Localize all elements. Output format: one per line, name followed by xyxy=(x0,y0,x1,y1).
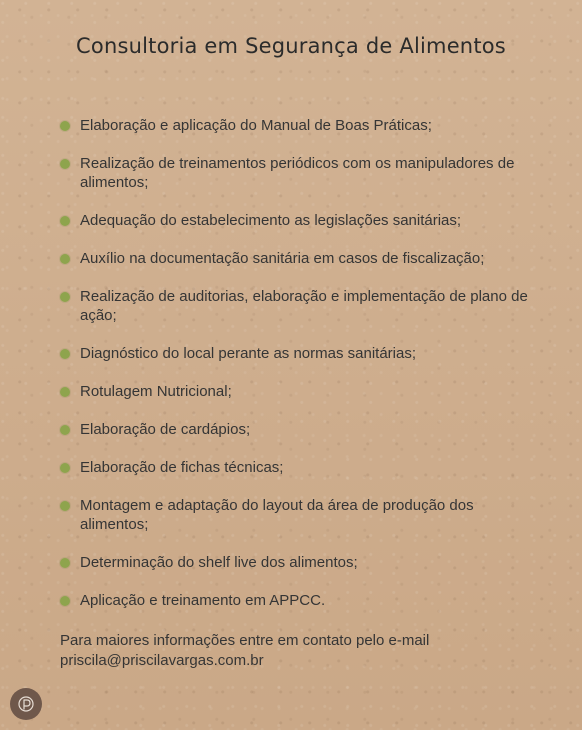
green-dot-icon xyxy=(60,254,70,264)
services-list xyxy=(60,116,530,629)
service-text: Adequação do estabelecimento as legislações sanitárias; xyxy=(80,212,462,229)
green-dot-icon xyxy=(60,292,70,302)
service-item xyxy=(60,553,530,572)
green-dot-icon xyxy=(60,159,70,169)
contact-block xyxy=(60,631,530,671)
service-item xyxy=(60,344,530,363)
service-text: Montagem e adaptação do layout da área de produção dos alimentos; xyxy=(80,497,474,533)
service-item xyxy=(60,382,530,401)
service-item xyxy=(60,496,530,534)
green-dot-icon xyxy=(60,596,70,606)
p-logo-icon xyxy=(10,688,42,720)
service-text: Aplicação e treinamento em APPCC. xyxy=(80,592,326,609)
green-dot-icon xyxy=(60,463,70,473)
service-item xyxy=(60,287,530,325)
service-text: Determinação do shelf live dos alimentos; xyxy=(80,554,358,571)
service-item xyxy=(60,420,530,439)
service-item xyxy=(60,591,530,610)
service-text: Realização de auditorias, elaboração e implementação de plano de ação; xyxy=(80,288,528,324)
page-title: Consultoria em Segurança de Alimentos xyxy=(76,34,506,58)
service-item xyxy=(60,116,530,135)
green-dot-icon xyxy=(60,216,70,226)
green-dot-icon xyxy=(60,558,70,568)
service-text: Diagnóstico do local perante as normas sanitárias; xyxy=(80,345,417,362)
service-item xyxy=(60,458,530,477)
green-dot-icon xyxy=(60,387,70,397)
service-item xyxy=(60,249,530,268)
service-text: Realização de treinamentos periódicos com os manipuladores de alimentos; xyxy=(80,155,515,191)
contact-email: priscila@priscilavargas.com.br xyxy=(60,652,264,669)
service-text: Rotulagem Nutricional; xyxy=(80,383,232,400)
service-item xyxy=(60,211,530,230)
service-text: Elaboração de fichas técnicas; xyxy=(80,459,284,476)
service-text: Elaboração e aplicação do Manual de Boas Práticas; xyxy=(80,117,432,134)
green-dot-icon xyxy=(60,121,70,131)
contact-line: Para maiores informações entre em contato pelo e-mail xyxy=(60,632,430,649)
service-text: Elaboração de cardápios; xyxy=(80,421,251,438)
service-item xyxy=(60,154,530,192)
green-dot-icon xyxy=(60,349,70,359)
service-text: Auxílio na documentação sanitária em casos de fiscalização; xyxy=(80,250,485,267)
green-dot-icon xyxy=(60,501,70,511)
green-dot-icon xyxy=(60,425,70,435)
